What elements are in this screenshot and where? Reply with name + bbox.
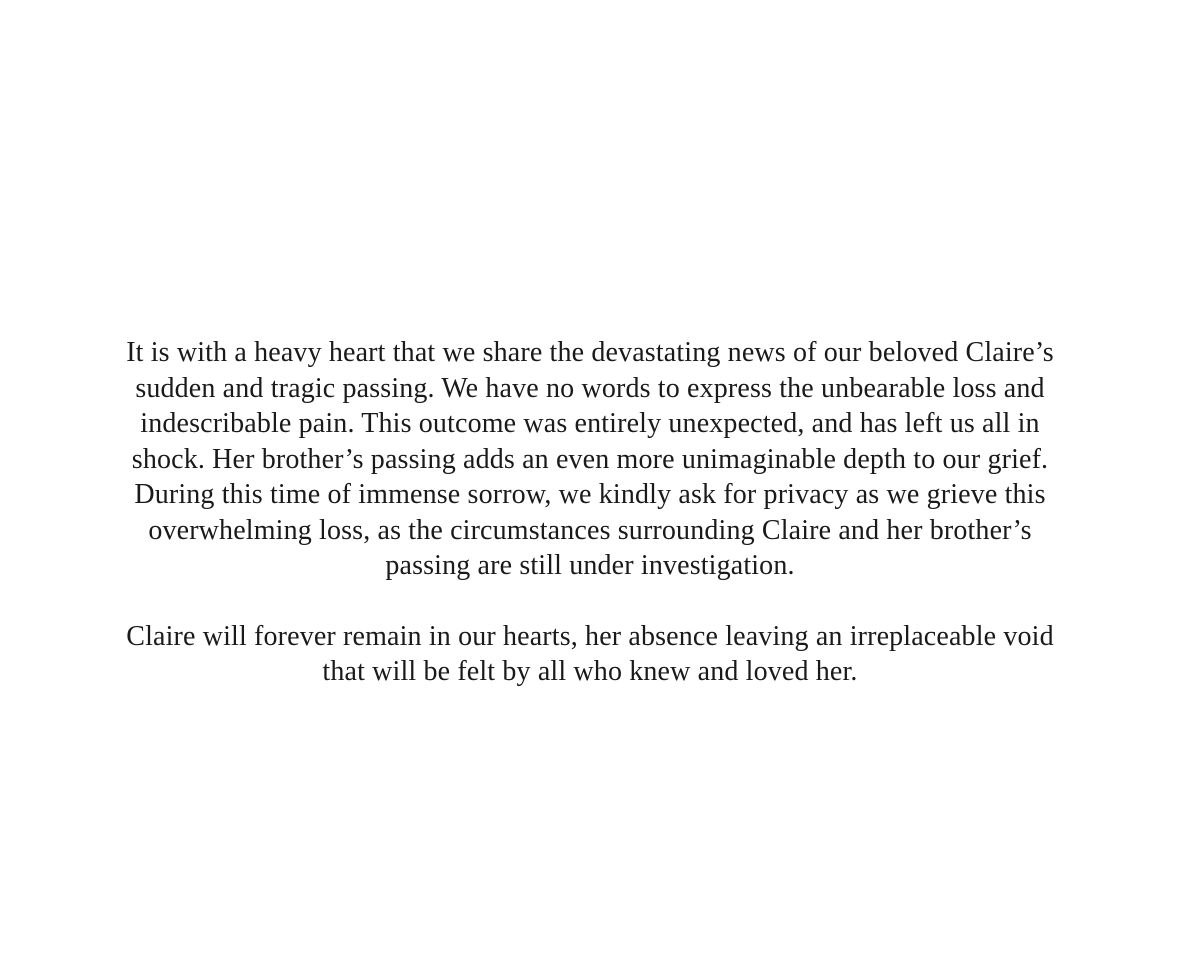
statement-line: sudden and tragic passing. We have no words to express the unbearable loss and — [135, 372, 1045, 404]
statement-text-block — [20, 335, 1160, 690]
statement-paragraph-1 — [20, 335, 1160, 584]
statement-line: passing are still under investigation. — [385, 550, 795, 581]
statement-line: shock. Her brother’s passing adds an even more unimaginable depth to our grief. — [131, 443, 1049, 475]
statement-line: overwhelming loss, as the circumstances surrounding Claire and her brother’s — [148, 514, 1032, 546]
statement-line: indescribable pain. This outcome was entirely unexpected, and has left us all in — [140, 408, 1040, 439]
statement-line: that will be felt by all who knew and loved her. — [322, 656, 858, 687]
statement-paragraph-2 — [20, 619, 1160, 690]
statement-line: It is with a heavy heart that we share the devastating news of our beloved Claire’s — [126, 337, 1054, 368]
statement-line: During this time of immense sorrow, we kindly ask for privacy as we grieve this — [134, 479, 1046, 510]
statement-line: Claire will forever remain in our hearts, her absence leaving an irreplaceable void — [126, 620, 1054, 652]
